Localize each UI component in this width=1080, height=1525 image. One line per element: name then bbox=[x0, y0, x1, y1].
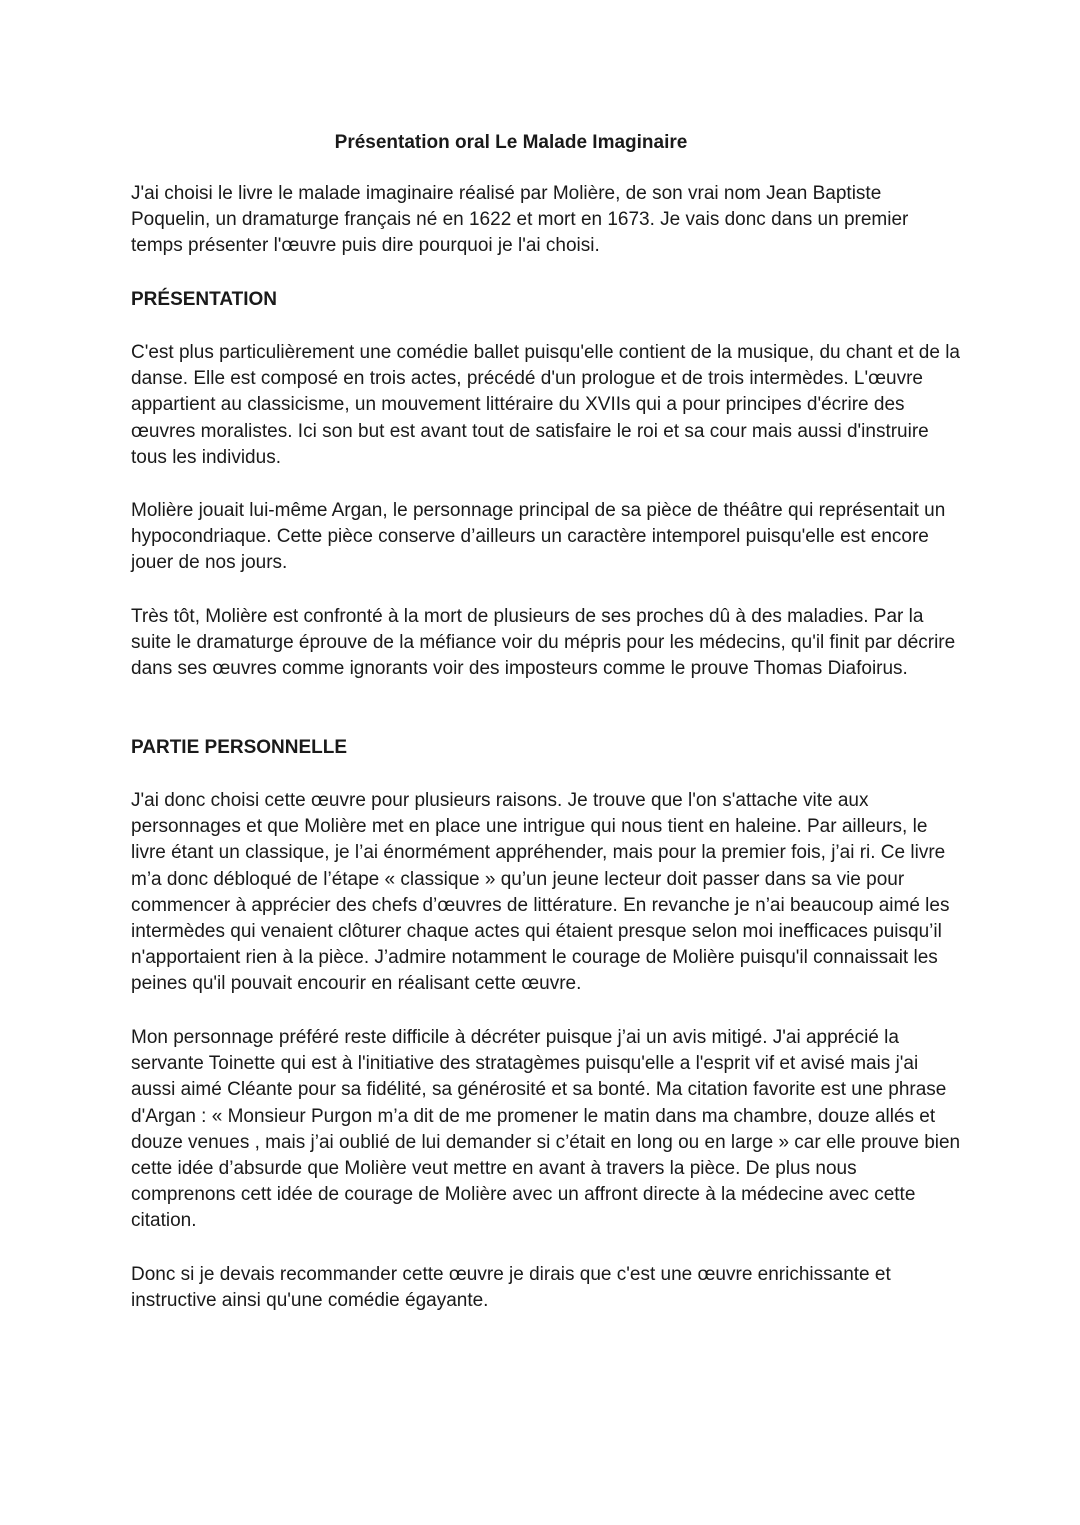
presentation-paragraph-2: Molière jouait lui-même Argan, le personnage principal de sa pièce de théâtre qui représentait un hypocondriaque. Cette pièce conserve d’ailleurs un caractère intemporel puisqu'elle est encore jouer de nos jours. bbox=[131, 500, 946, 574]
personal-paragraph-3: Donc si je devais recommander cette œuvre je dirais que c'est une œuvre enrichissante et instructive ainsi qu'une comédie égayante. bbox=[131, 1264, 891, 1312]
section-heading-presentation: PRÉSENTATION bbox=[131, 289, 278, 310]
presentation-paragraph-3: Très tôt, Molière est confronté à la mort de plusieurs de ses proches dû à des maladies. Par la suite le dramaturge éprouve de la méfiance voir du mépris pour les médecins, qu'il finit par décrire dans ses œuvres comme ignorants voir des imposteurs comme le prouve Thomas Diafoirus. bbox=[131, 606, 956, 680]
presentation-paragraph-1: C'est plus particulièrement une comédie ballet puisqu'elle contient de la musique, du chant et de la danse. Elle est composé en trois actes, précédé d'un prologue et de trois intermèdes. L'œuvre appartient au classicisme, un mouvement littéraire du XVIIs qui a pour principes d'écrire des œuvres moralistes. Ici son but est avant tout de satisfaire le roi et sa cour mais aussi d'instruire tous les individus. bbox=[131, 342, 960, 468]
personal-paragraph-2: Mon personnage préféré reste difficile à décréter puisque j’ai un avis mitigé. J'ai apprécié la servante Toinette qui est à l'initiative des stratagèmes puisqu'elle a l'esprit vif et avisé mais j'ai aussi aimé Cléante pour sa fidélité, sa générosité et sa bonté. Ma citation favorite est une phrase d'Argan : « Monsieur Purgon m’a dit de me promener le matin dans ma chambre, douze allés et douze venues , mais j’ai oublié de lui demander si c’était en long ou en large » car elle prouve bien cette idée d’absurde que Molière veut mettre en avant à travers la pièce. De plus nous comprenons cett idée de courage de Molière avec un affront directe à la médecine avec cette citation. bbox=[131, 1027, 961, 1232]
section-heading-personal: PARTIE PERSONNELLE bbox=[131, 737, 348, 758]
intro-paragraph: J'ai choisi le livre le malade imaginaire réalisé par Molière, de son vrai nom Jean Baptiste Poquelin, un dramaturge français né en 1622 et mort en 1673. Je vais donc dans un premier temps présenter l'œuvre puis dire pourquoi je l'ai choisi. bbox=[131, 183, 909, 257]
personal-paragraph-1: J'ai donc choisi cette œuvre pour plusieurs raisons. Je trouve que l'on s'attache vite aux personnages et que Molière met en place une intrigue qui nous tient en haleine. Par ailleurs, le livre étant un classique, je l’ai énormément appréhender, mais pour la premier fois, j’ai ri. Ce livre m’a donc débloqué de l’étape « classique » qu’un jeune lecteur doit passer dans sa vie pour commencer à apprécier des chefs d’œuvres de littérature. En revanche je n’ai beaucoup aimé les intermèdes qui venaient clôturer chaque actes qui étaient presque selon moi inefficaces puisqu’il n'apportaient rien à la pièce. J’admire notamment le courage de Molière puisqu'il connaissait les peines qu'il pouvait encourir en réalisant cette œuvre. bbox=[131, 790, 950, 995]
page-title: Présentation oral Le Malade Imaginaire bbox=[334, 132, 688, 153]
